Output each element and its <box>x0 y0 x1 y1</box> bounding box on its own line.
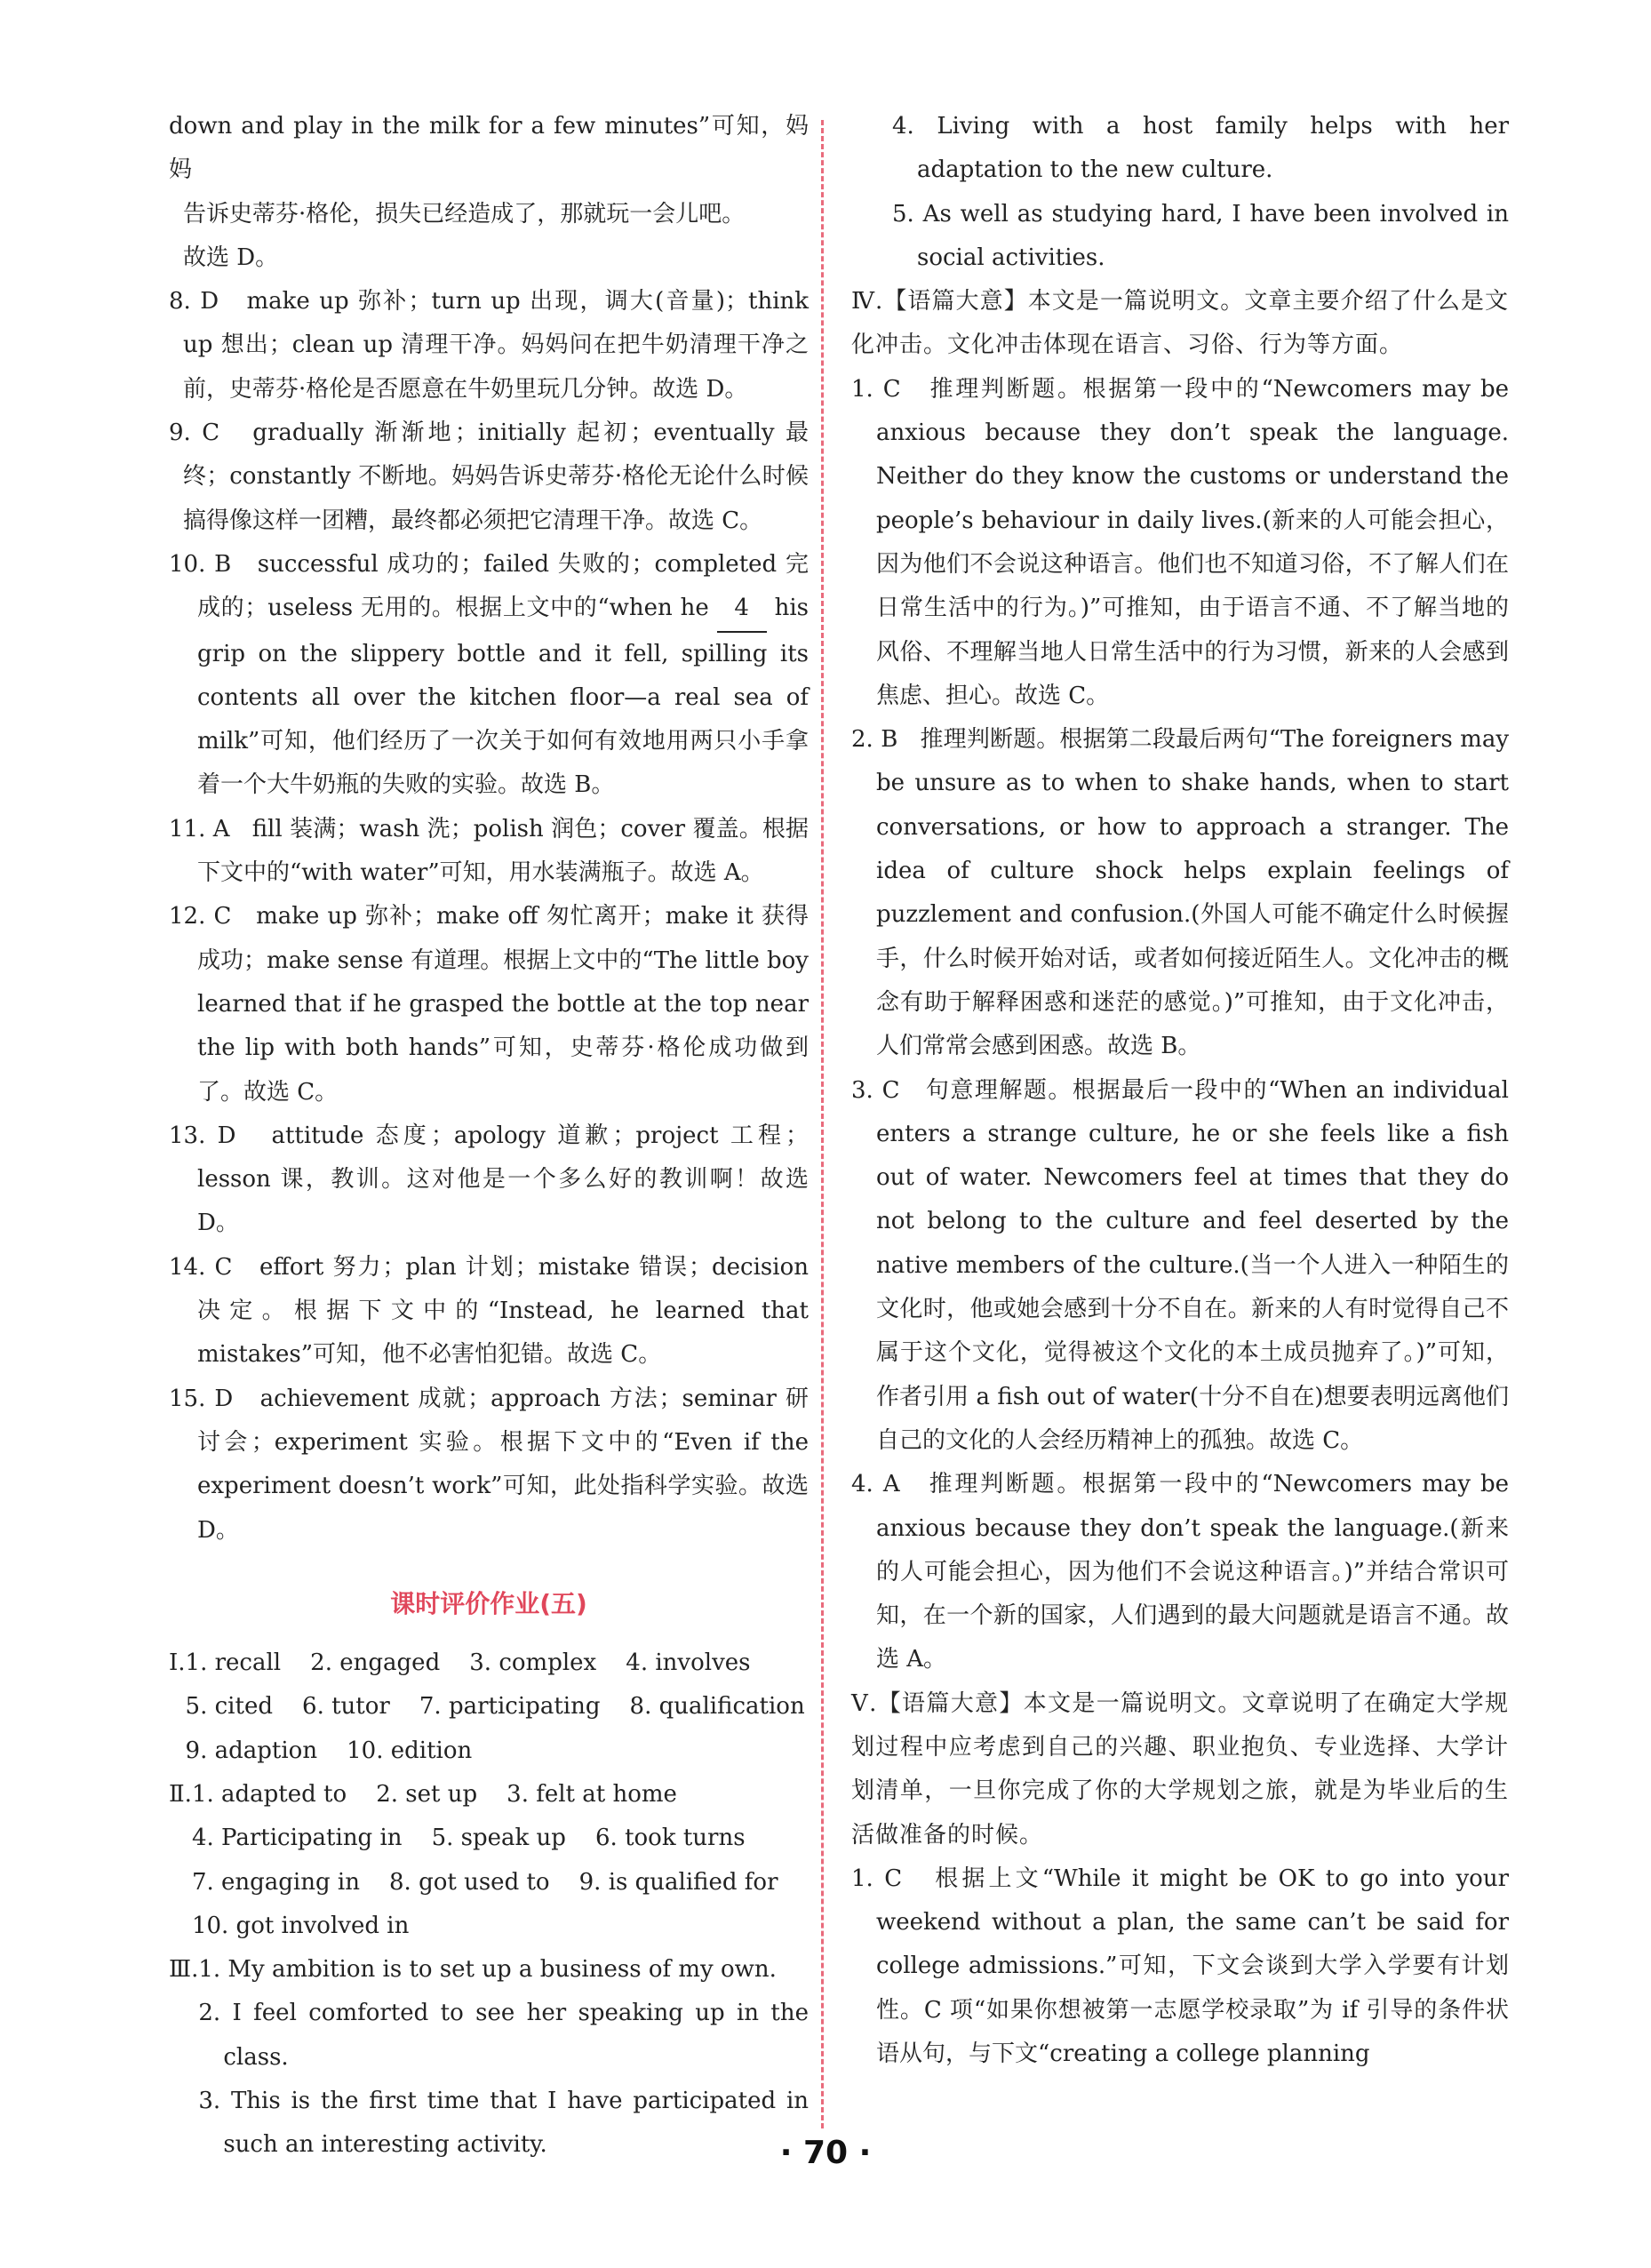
answer-explanation: successful 成功的；failed 失败的；completed 完成的；useless 无用的。根据上文中的“when he <box>197 550 809 622</box>
page-number: · 70 · <box>779 2135 872 2171</box>
answer-number: 14. C <box>169 1253 233 1281</box>
answer-line: 5. cited 6. tutor 7. participating 8. qualification <box>185 1693 805 1721</box>
sentence-item: 2. I feel comforted to see her speaking up in the class. <box>198 2000 810 2071</box>
answer-explanation: attitude 态度；apology 道歉；project 工程；lesson 课，教训。这对他是一个多么好的教训啊！故选 D。 <box>197 1122 809 1237</box>
answer-number: 9. C <box>169 419 220 447</box>
sentence-item: 5. As well as studying hard, I have been involved in social activities. <box>892 200 1509 271</box>
answer-item-9 <box>169 411 809 543</box>
answer-number: 1. C <box>851 1865 903 1892</box>
sentence-item: 4. Living with a host family helps with her adaptation to the new culture. <box>892 113 1510 184</box>
section-title: 课时评价作业(五) <box>390 1588 587 1618</box>
answer-line: 4. Participating in 5. speak up 6. took turns <box>191 1825 746 1852</box>
answer-explanation: 推理判断题。根据第一段中的“Newcomers may be anxious because they don’t speak the language. Neither do they know the customs or understand the people’s behaviour in daily lives.(新来的人可能会担心，因为他们不会说这种语言。他们也不知道习俗，不了解人们在日常生活中的行为。)”可推知，由于语言不通、不了解当地的风俗、不理解当地人日常生活中的行为习惯，新来的人会感到焦虑、担心。故选 C。 <box>876 375 1509 709</box>
section-label: Ⅲ. <box>169 1956 199 1984</box>
answer-item-8 <box>169 280 809 411</box>
answer-number: 15. D <box>169 1385 234 1412</box>
answer-explanation: make up 弥补；turn up 出现，调大(音量)；think up 想出；clean up 清理干净。妈妈问在把牛奶清理干净之前，史蒂芬·格伦是否愿意在牛奶里玩几分钟。故选 D。 <box>183 288 810 403</box>
answer-number: 10. B <box>169 550 232 578</box>
answer-explanation: fill 装满；wash 洗；polish 润色；cover 覆盖。根据下文中的“with water”可知，用水装满瓶子。故选 A。 <box>197 815 810 887</box>
answer-number: 8. D <box>169 288 219 315</box>
section-label: Ⅳ.【语篇大意】 <box>851 288 1028 315</box>
continuation-line: 告诉史蒂芬·格伦，损失已经造成了，那就玩一会儿吧。 <box>183 200 746 228</box>
answer-item-13 <box>169 1114 809 1246</box>
answer-item-11 <box>169 808 809 896</box>
passage-summary: Ⅳ.【语篇大意】本文是一篇说明文。文章主要介绍了什么是文化冲击。文化冲击体现在语言、习俗、行为等方面。 <box>851 288 1509 359</box>
answer-item-14 <box>169 1246 809 1378</box>
answer-explanation: gradually 渐渐地；initially 起初；eventually 最终；constantly 不断地。妈妈告诉史蒂芬·格伦无论什么时候搞得像这样一团糟，最终都必须把它清理干净。故选 C。 <box>183 419 810 534</box>
answer-item <box>851 718 1509 1068</box>
section-2 <box>169 1773 809 1948</box>
answer-number: 3. C <box>851 1076 900 1104</box>
section-label: Ⅱ. <box>169 1780 192 1808</box>
answer-line: 9. adaption 10. edition <box>185 1737 473 1764</box>
answer-number: 11. A <box>169 815 230 843</box>
answer-number: 12. C <box>169 903 232 930</box>
answer-item <box>851 1463 1509 1681</box>
continuation-line: 故选 D。 <box>183 244 279 271</box>
answer-line: 10. got involved in <box>191 1912 410 1939</box>
sentence-item: 3. This is the first time that I have participated in such an interesting activity. <box>198 2088 809 2159</box>
answer-item-15 <box>169 1378 809 1553</box>
answer-item <box>851 1857 1509 2076</box>
right-column <box>851 105 1509 2076</box>
fill-blank: 4 <box>717 587 767 632</box>
continuation-line: down and play in the milk for a few minutes”可知，妈妈 <box>169 113 809 184</box>
answer-explanation: 推理判断题。根据第二段最后两句“The foreigners may be unsure as to when to shake hands, when to start conversations, or how to approach a stranger. The idea of culture shock helps explain feelings of puzzlement and confusion.(外国人可能不确定什么时候握手，什么时候开始对话，或者如何接近陌生人。文化冲击的概念有助于解释困惑和迷茫的感觉。)”可推知，由于文化冲击，人们常常会感到困惑。故选 B。 <box>876 726 1510 1060</box>
answer-explanation: his grip on the slippery bottle and it fell, spilling its contents all over the kitchen floor—a real sea of milk”可知，他们经历了一次关于如何有效地用两只小手拿着一个大牛奶瓶的失败的实验。故选 B。 <box>197 595 810 799</box>
answer-line: 1. adapted to 2. set up 3. felt at home <box>191 1780 677 1808</box>
section-label: Ⅰ. <box>169 1649 186 1677</box>
answer-explanation: 根据上文“While it might be OK to go into your weekend without a plan, the same can’t be said for college admissions.”可知，下文会谈到大学入学要有计划性。C 项“如果你想被第一志愿学校录取”为 if 引导的条件状语从句，与下文“creating a college planning <box>876 1865 1510 2068</box>
answer-item <box>851 368 1509 718</box>
answer-explanation: achievement 成就；approach 方法；seminar 研讨会；experiment 实验。根据下文中的“Even if the experiment doesn’t work”可知，此处指科学实验。故选 D。 <box>197 1385 809 1544</box>
passage-summary: Ⅴ.【语篇大意】本文是一篇说明文。文章说明了在确定大学规划过程中应考虑到自己的兴趣、职业抱负、专业选择、大学计划清单，一旦你完成了你的大学规划之旅，就是为毕业后的生活做准备的时候。 <box>851 1689 1509 1849</box>
answer-explanation: effort 努力；plan 计划；mistake 错误；decision 决定。根据下文中的“Instead, he learned that mistakes”可知，他不必害怕犯错。故选 C。 <box>197 1253 809 1369</box>
answer-number: 1. C <box>851 375 901 403</box>
column-divider <box>821 120 824 2128</box>
answer-explanation: make up 弥补；make off 匆忙离开；make it 获得成功；make sense 有道理。根据上文中的“The little boy learned that if he grasped the bottle at the top near the lip with both hands”可知，史蒂芬·格伦成功做到了。故选 C。 <box>197 903 809 1106</box>
sentence-item: 1. My ambition is to set up a business of my own. <box>198 1956 777 1984</box>
answer-item <box>851 1069 1509 1464</box>
answer-line: 7. engaging in 8. got used to 9. is qualified for <box>191 1868 778 1896</box>
answer-number: 2. B <box>851 726 898 754</box>
section-1 <box>169 1641 809 1773</box>
answer-number: 4. A <box>851 1471 900 1498</box>
left-column <box>169 105 809 2168</box>
answer-explanation: 推理判断题。根据第一段中的“Newcomers may be anxious because they don’t speak the language.(新来的人可能会担心，因为他们不会说这种语言。)”并结合常识可知，在一个新的国家，人们遇到的最大问题就是语言不通。故选 A。 <box>876 1471 1509 1673</box>
answer-line: 1. recall 2. engaged 3. complex 4. involves <box>185 1649 751 1677</box>
section-label: Ⅴ.【语篇大意】 <box>851 1689 1024 1717</box>
answer-number: 13. D <box>169 1122 236 1149</box>
answer-explanation: 句意理解题。根据最后一段中的“When an individual enters a strange culture, he or she feels like a fish out of water. Newcomers feel at times that they do not belong to the culture and feel deserted by the native members of the culture.(当一个人进入一种陌生的文化时，他或她会感到十分不自在。新来的人有时觉得自己不属于这个文化，觉得被这个文化的本土成员抛弃了。)”可知，作者引用 a fish out of water(十分不自在)想要表明远离他们自己的文化的人会经历精神上的孤独。故选 C。 <box>876 1076 1509 1454</box>
answer-item-12 <box>169 895 809 1114</box>
answer-item-10 <box>169 543 809 808</box>
